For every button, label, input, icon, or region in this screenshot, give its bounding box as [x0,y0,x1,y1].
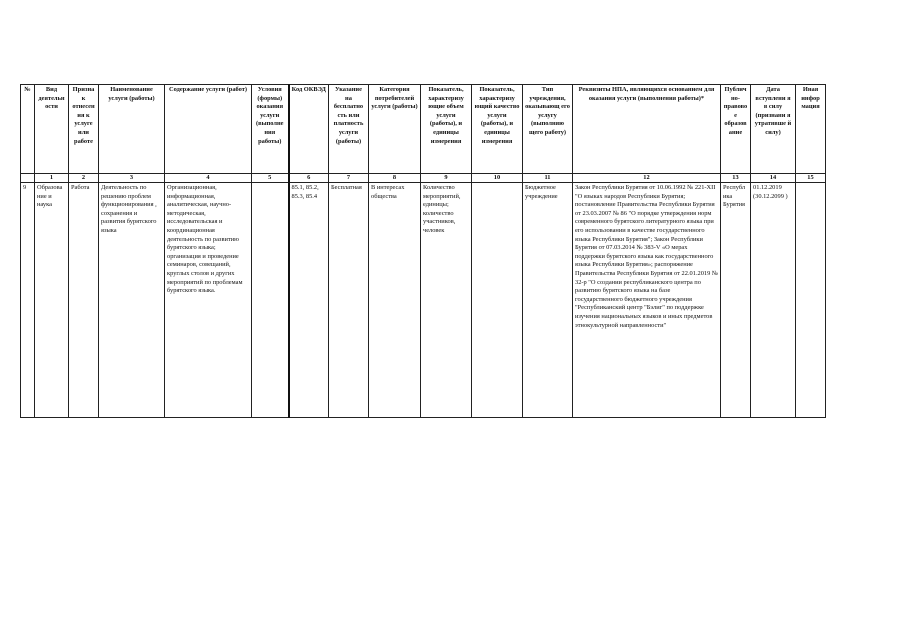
column-number: 2 [69,174,99,183]
cell-date: 01.12.2019 (30.12.2099 ) [751,183,796,418]
column-number: 12 [573,174,721,183]
header-okved: Код ОКВЭД [289,85,329,174]
cell-content: Организационная, информационная, аналитическая, научно-методическая, исследовательская и координационная деятельность по развитию бурятского языка; организация и проведение семинаров, совещаний, круглых столов и других мероприятий по проблемам бурятского языка. [165,183,252,418]
header-activity: Вид деятельн ости [35,85,69,174]
cell-consumers: В интересах общества [369,183,421,418]
cell-conditions [252,183,289,418]
cell-activity: Образова ние и наука [35,183,69,418]
header-number: № [21,85,35,174]
header-other: Иная инфор мация [796,85,826,174]
header-content: Содержание услуги (работ) [165,85,252,174]
column-number: 8 [369,174,421,183]
cell-institution: Бюджетное учреждение [523,183,573,418]
services-registry-table [20,84,826,418]
column-number: 5 [252,174,289,183]
cell-type: Работа [69,183,99,418]
header-quality: Показатель, характеризу ющий качество услуги (работы), и единицы измерения [472,85,523,174]
cell-volume: Количество мероприятий, единицы; количество участников, человек [421,183,472,418]
column-number: 9 [421,174,472,183]
cell-okved: 85.1, 85.2, 85.3, 85.4 [289,183,329,418]
column-number: 3 [99,174,165,183]
header-conditions: Условия (формы) оказания услуги (выполне ния работы) [252,85,289,174]
column-number-blank [21,174,35,183]
cell-payment: Бесплатная [329,183,369,418]
column-number: 11 [523,174,573,183]
column-number: 7 [329,174,369,183]
column-number: 6 [289,174,329,183]
header-npa: Реквизиты НПА, являющихся основанием для оказания услуги (выполнения работы)* [573,85,721,174]
header-public-entity: Публич но-правово е образов ание [721,85,751,174]
column-number: 15 [796,174,826,183]
cell-service-name: Деятельность по решению проблем функционирования , сохранения и развития бурятского языка [99,183,165,418]
cell-npa: Закон Республики Бурятия от 10.06.1992 № 221-XII "О языках народов Республики Бурятия; постановление Правительства Республики Бурятия от 23.03.2007 № 86 "О порядке утверждения норм современного бурятского литературного языка при его использовании в качестве государственного языка Республики Бурятия"; Закон Республики Бурятия от 07.03.2014 № 383-V «О мерах поддержки бурятского языка как государственного языка Республики Бурятия»; распоряжение Правительства Республики Бурятия от 22.01.2019 № 32-р "О создании республиканского центра по развитию бурятского языка на базе государственного бюджетного учреждения "Республиканский центр "Бэлиг" по поддержке изучения национальных языков и иных предметов этнокультурной направленности" [573,183,721,418]
header-row [21,85,826,174]
column-number-row [21,174,826,183]
header-consumers: Категория потребителей услуги (работы) [369,85,421,174]
column-number: 10 [472,174,523,183]
header-institution: Тип учреждения, оказывающ его услугу (выполняю щего работу) [523,85,573,174]
table-row [21,183,826,418]
column-number: 14 [751,174,796,183]
column-number: 4 [165,174,252,183]
cell-other [796,183,826,418]
header-date: Дата вступлени я в силу (признани я утратявше й силу) [751,85,796,174]
column-number: 1 [35,174,69,183]
header-payment: Указание на бесплатно сть или платность услуги (работы) [329,85,369,174]
cell-number: 9 [21,183,35,418]
cell-public-entity: Республ ика Бурятия [721,183,751,418]
header-service-name: Наименование услуги (работы) [99,85,165,174]
header-type: Призна к отнесен ия к услуге или работе [69,85,99,174]
column-number: 13 [721,174,751,183]
header-volume: Показатель, характеризу ющие объем услуги (работы), и единицы измерения [421,85,472,174]
cell-quality [472,183,523,418]
